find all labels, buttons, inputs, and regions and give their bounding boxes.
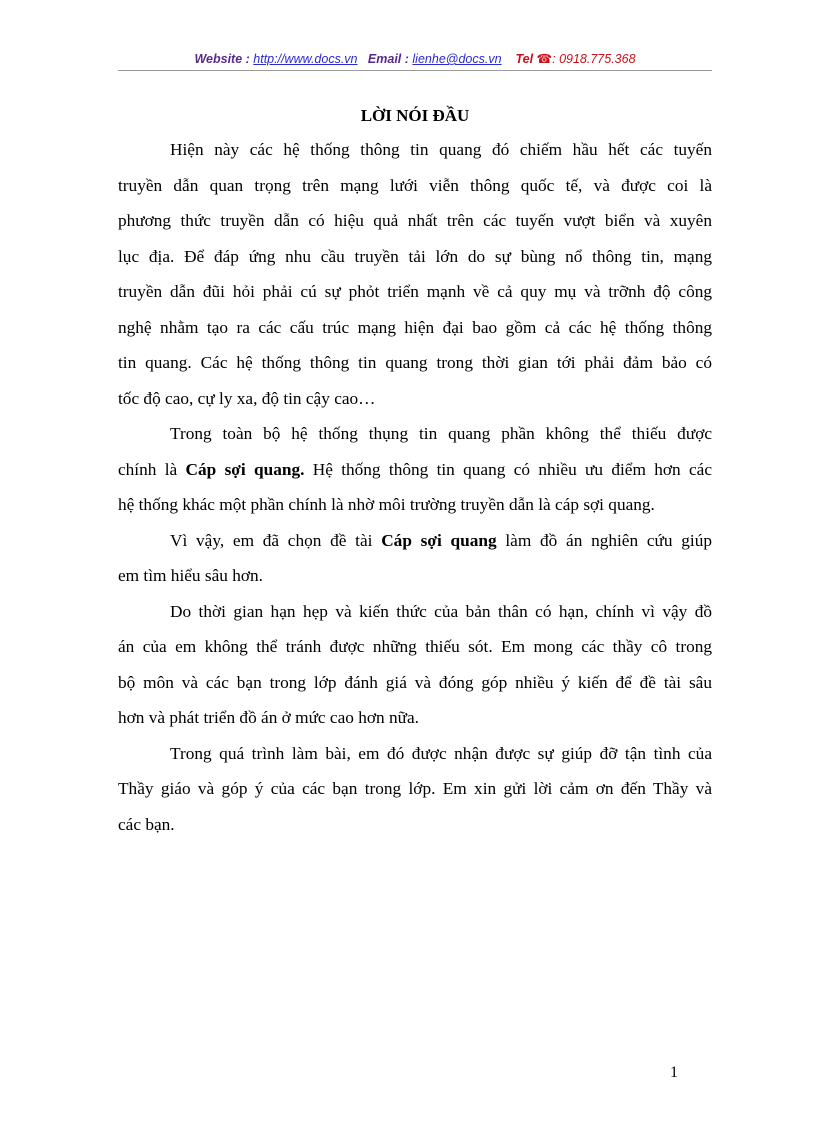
text-line: các bạn.: [118, 814, 175, 834]
text-line: hệ thống khác một phần chính là nhờ môi trường truyền dẫn là cáp sợi quang.: [118, 495, 655, 514]
text-line: [118, 523, 712, 559]
website-link[interactable]: http://www.docs.vn: [253, 52, 358, 66]
text-line: phương thức truyền dẫn có hiệu quả nhất trên các tuyến vượt biển và xuyên: [118, 211, 712, 230]
website-label: Website :: [194, 52, 250, 66]
text-line: tin quang. Các hệ thống thông tin quang trong thời gian tới phải đảm bảo có: [118, 353, 712, 372]
page-number: 1: [670, 1064, 678, 1081]
email-link[interactable]: lienhe@docs.vn: [412, 52, 502, 66]
header-divider: [118, 70, 712, 71]
emphasis-text: Cáp sợi quang.: [185, 459, 305, 479]
text-line: Do thời gian hạn hẹp và kiến thức của bản thân có hạn, chính vì vậy đồ: [170, 601, 712, 621]
tel-label: Tel: [515, 52, 534, 66]
text-line: [118, 452, 712, 488]
page-header: [118, 51, 712, 66]
text-line: em tìm hiểu sâu hơn.: [118, 566, 263, 585]
text-line: tốc độ cao, cự ly xa, độ tin cậy cao…: [118, 388, 376, 408]
text-line: lục địa. Để đáp ứng nhu cầu truyền tải lớn do sự bùng nổ thông tin, mạng: [118, 246, 712, 266]
text-run: Vì vậy, em đã chọn đề tài: [170, 530, 382, 550]
text-run: chính là: [118, 459, 186, 479]
text-line: án của em không thể tránh được những thiếu sót. Em mong các thầy cô trong: [118, 637, 712, 656]
email-label: Email :: [367, 52, 409, 66]
phone-number: : 0918.775.368: [552, 52, 636, 66]
text-line: Hiện này các hệ thống thông tin quang đó chiếm hầu hết các tuyến: [170, 140, 712, 159]
text-line: hơn và phát triển đồ án ở mức cao hơn nữa.: [118, 708, 419, 727]
phone-icon: ☎: [536, 52, 553, 66]
text-line: bộ môn và các bạn trong lớp đánh giá và đóng góp nhiều ý kiến để đề tài sâu: [118, 672, 712, 692]
text-line: Trong quá trình làm bài, em đó được nhận được sự giúp đỡ tận tình của: [170, 743, 712, 763]
text-line: Trong toàn bộ hệ thống thụng tin quang phần không thể thiếu được: [170, 424, 712, 443]
emphasis-text: Cáp sợi quang: [381, 530, 497, 550]
text-line: Thầy giáo và góp ý của các bạn trong lớp. Em xin gửi lời cảm ơn đến Thầy và: [118, 779, 712, 798]
text-line: truyền dẫn quan trọng trên mạng lưới viễn thông quốc tế, và được coi là: [118, 175, 712, 195]
text-run: Hệ thống thông tin quang có nhiều ưu điểm hơn các: [304, 459, 712, 479]
text-line: truyền dẫn đũi hỏi phải cú sự phỏt triển mạnh về cả quy mụ và trỡnh độ công: [118, 282, 712, 301]
text-run: làm đồ án nghiên cứu giúp: [496, 530, 712, 550]
page-title: LỜI NÓI ĐẦU: [360, 106, 470, 125]
document-body: [118, 132, 712, 842]
text-line: nghệ nhằm tạo ra các cấu trúc mạng hiện đại bao gồm cả các hệ thống thông: [118, 317, 712, 337]
